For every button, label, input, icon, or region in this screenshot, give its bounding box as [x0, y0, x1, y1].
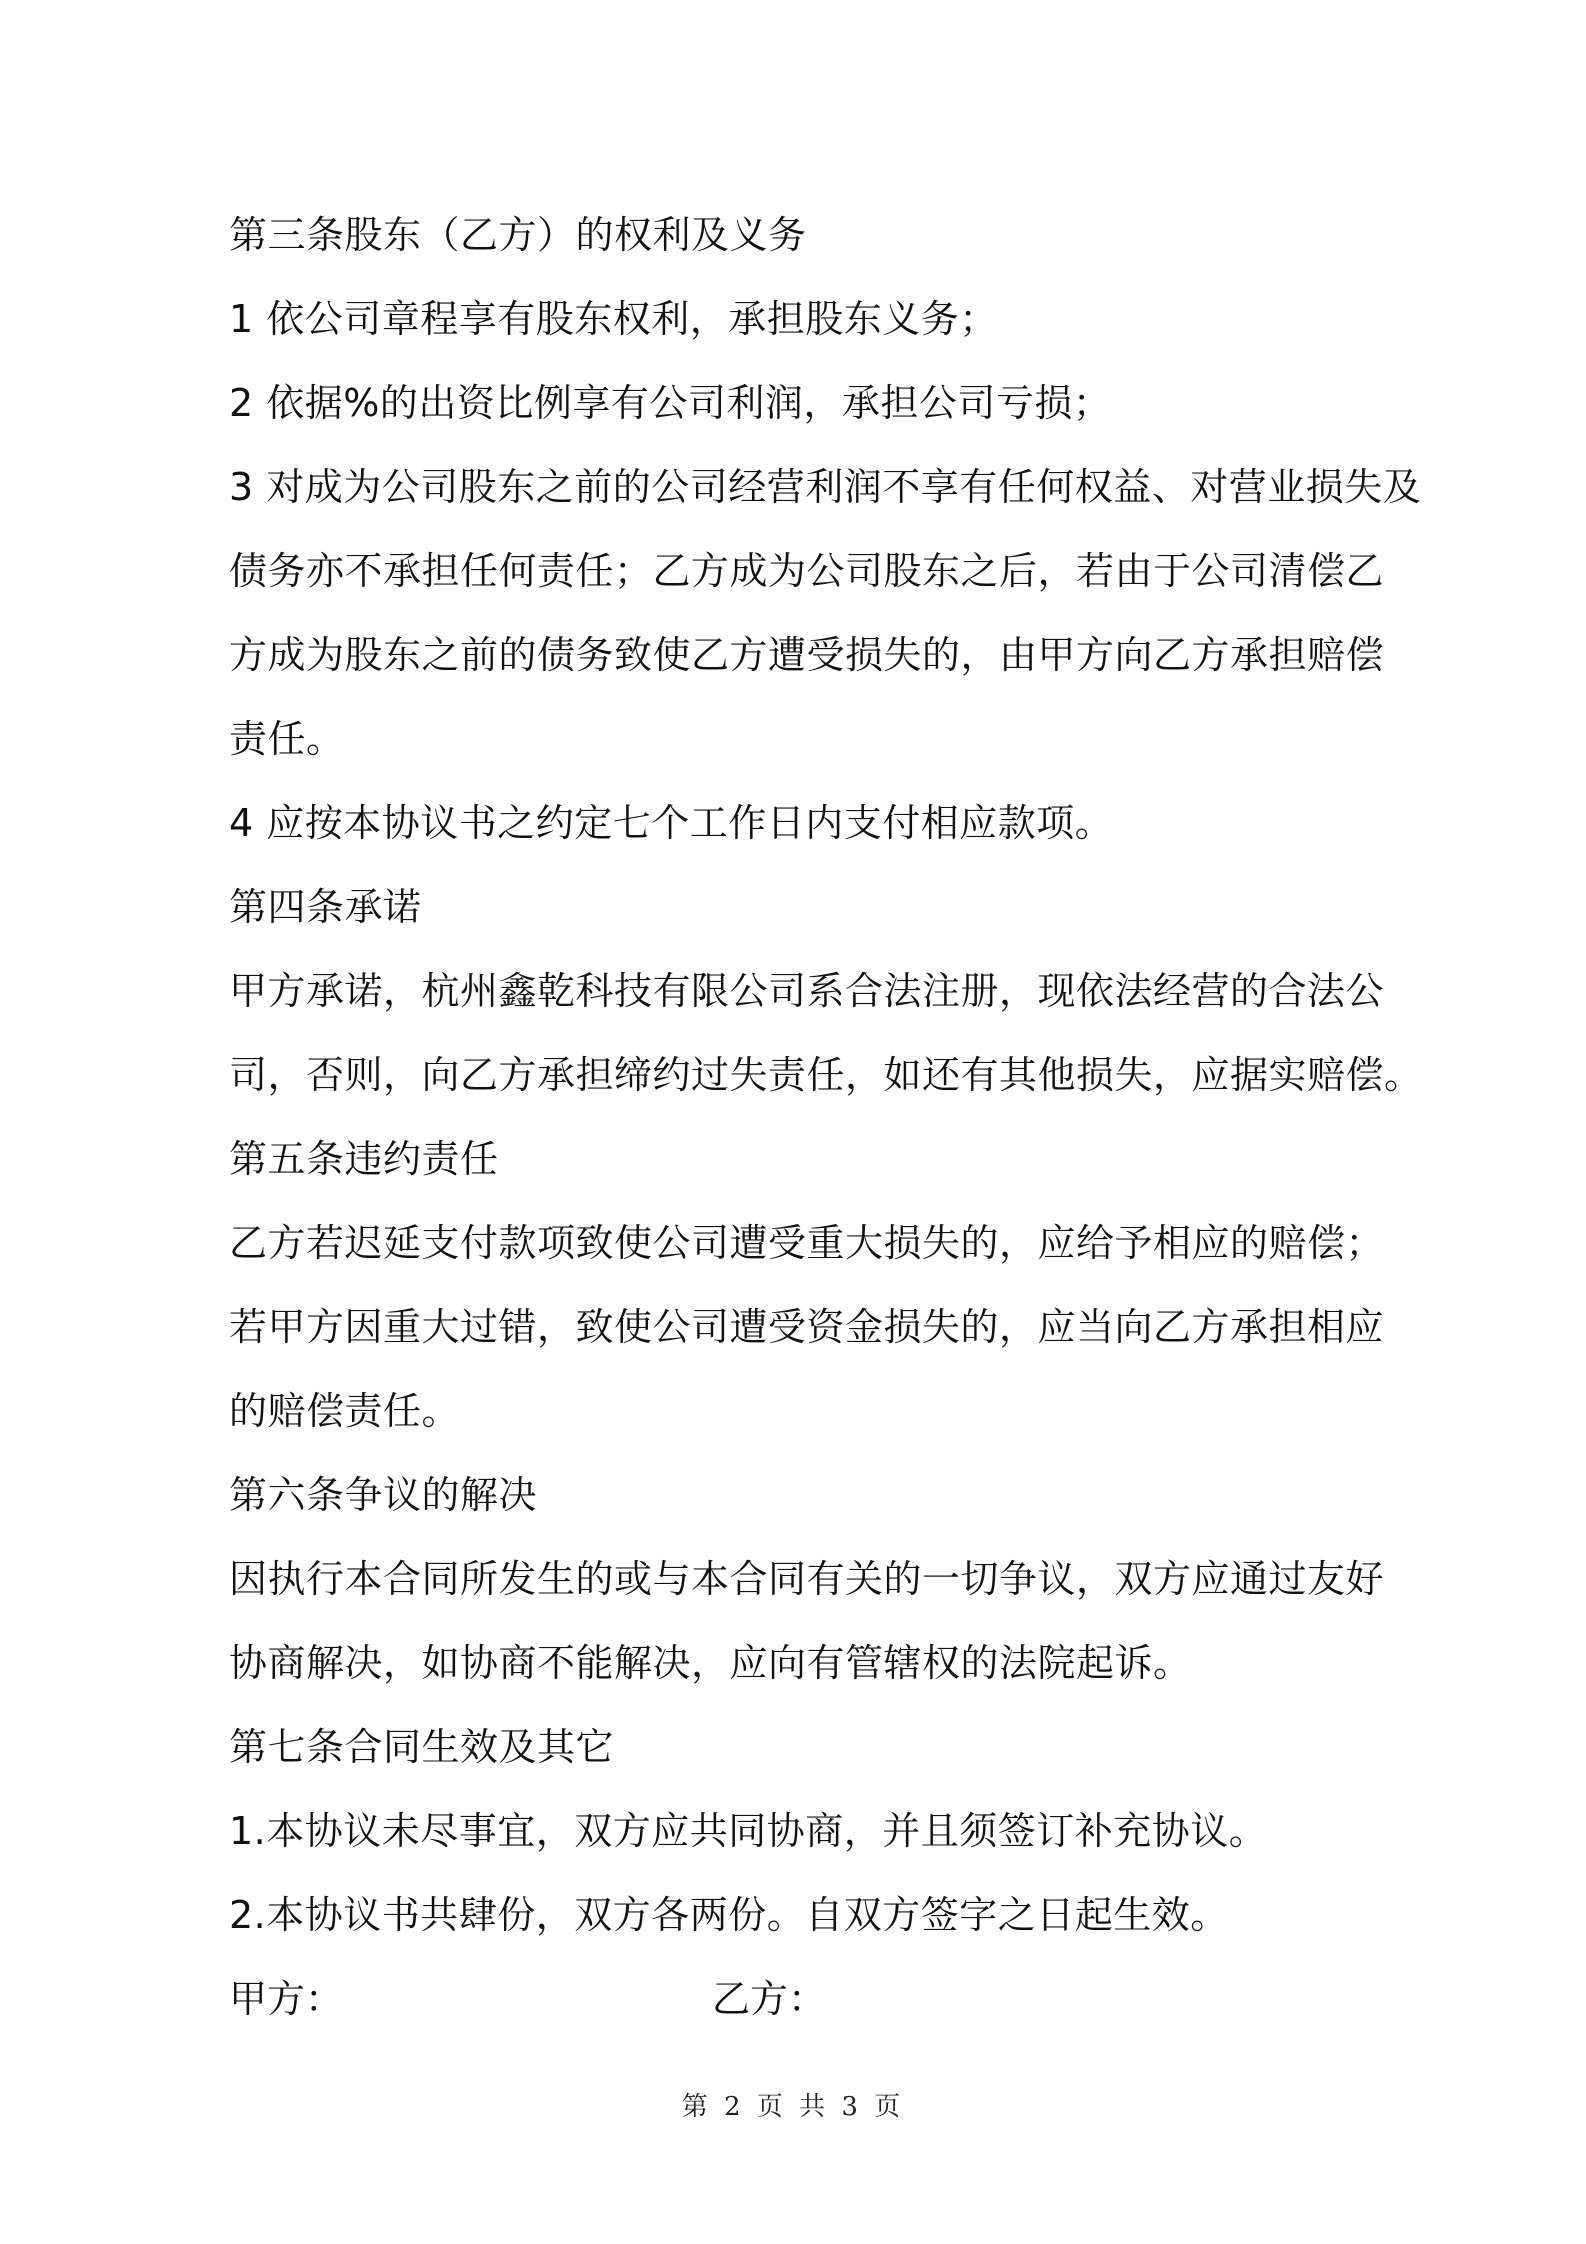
- article-7-heading: 第七条合同生效及其它: [229, 1725, 615, 1769]
- paragraph-line: 责任。: [229, 717, 345, 761]
- paragraph-line: 1.本协议未尽事宜，双方应共同协商，并且须签订补充协议。: [229, 1809, 1268, 1853]
- paragraph-line: 2 依据%的出资比例享有公司利润，承担公司亏损；: [229, 381, 1112, 425]
- paragraph-line: 的赔偿责任。: [229, 1389, 461, 1433]
- paragraph-line: 司，否则，向乙方承担缔约过失责任，如还有其他损失，应据实赔偿。: [229, 1053, 1423, 1097]
- party-a-signature-label: 甲方：: [229, 1977, 344, 2021]
- party-b-signature-label: 乙方：: [712, 1977, 827, 2021]
- paragraph-line: 4 应按本协议书之约定七个工作日内支付相应款项。: [229, 801, 1114, 845]
- page-number-footer: 第 2 页 共 3 页: [681, 2092, 905, 2122]
- paragraph-line: 1 依公司章程享有股东权利，承担股东义务；: [229, 297, 998, 341]
- paragraph-line: 甲方承诺，杭州鑫乾科技有限公司系合法注册，现依法经营的合法公: [229, 969, 1385, 1013]
- paragraph-line: 2.本协议书共肆份，双方各两份。自双方签字之日起生效。: [229, 1893, 1229, 1937]
- paragraph-line: 债务亦不承担任何责任；乙方成为公司股东之后，若由于公司清偿乙: [229, 549, 1385, 593]
- signature-row: [229, 1957, 1369, 2041]
- article-6-heading: 第六条争议的解决: [229, 1473, 538, 1517]
- article-3-heading: 第三条股东（乙方）的权利及义务: [229, 213, 807, 257]
- article-4-heading: 第四条承诺: [229, 885, 422, 929]
- paragraph-line: 若甲方因重大过错，致使公司遭受资金损失的，应当向乙方承担相应: [229, 1305, 1385, 1349]
- article-5-heading: 第五条违约责任: [229, 1137, 499, 1181]
- paragraph-line: 方成为股东之前的债务致使乙方遭受损失的，由甲方向乙方承担赔偿: [229, 633, 1385, 677]
- paragraph-line: 3 对成为公司股东之前的公司经营利润不享有任何权益、对营业损失及: [229, 465, 1422, 509]
- document-body: [229, 193, 1423, 2041]
- paragraph-line: 协商解决，如协商不能解决，应向有管辖权的法院起诉。: [229, 1641, 1192, 1685]
- paragraph-line: 乙方若迟延支付款项致使公司遭受重大损失的，应给予相应的赔偿；: [229, 1221, 1385, 1265]
- paragraph-line: 因执行本合同所发生的或与本合同有关的一切争议，双方应通过友好: [229, 1557, 1385, 1601]
